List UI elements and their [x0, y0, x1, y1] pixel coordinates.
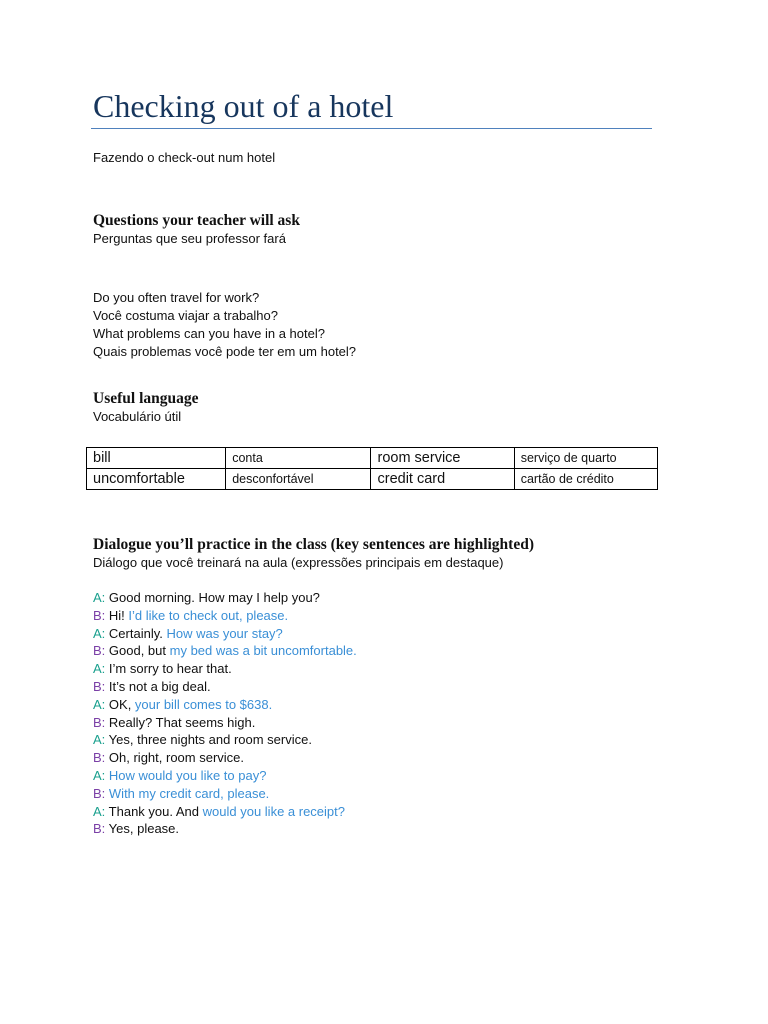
dialogue-line [93, 678, 211, 696]
dialogue-heading-translation: Diálogo que você treinará na aula (expressões principais em destaque) [93, 555, 504, 570]
key-sentence: would you like a receipt? [202, 803, 345, 819]
dialogue-line [93, 714, 255, 732]
speaker-label: B: [93, 643, 106, 659]
dialogue-line [93, 767, 266, 785]
dialogue-line [93, 589, 320, 607]
key-sentence: How was your stay? [166, 625, 283, 641]
dialogue-text: Thank you. And [105, 803, 203, 819]
document-subtitle: Fazendo o check-out num hotel [93, 150, 276, 165]
document-title: Checking out of a hotel [93, 88, 394, 124]
dialogue-text: Really? That seems high. [105, 714, 256, 730]
speaker-label: B: [93, 607, 106, 623]
speaker-label: A: [93, 768, 106, 783]
vocab-term: room service [371, 448, 514, 469]
dialogue-line [93, 660, 232, 678]
vocab-term: uncomfortable [87, 469, 226, 490]
dialogue-line [93, 731, 312, 749]
dialogue-line [93, 625, 283, 643]
dialogue-text: Good, but [105, 643, 170, 659]
dialogue-line [93, 607, 288, 625]
speaker-label: A: [93, 732, 106, 748]
dialogue-text: Yes, three nights and room service. [105, 732, 312, 748]
key-sentence: my bed was a bit uncomfortable. [169, 643, 357, 659]
speaker-label: B: [93, 750, 106, 766]
questions-heading-translation: Perguntas que seu professor fará [93, 231, 286, 246]
question-line: Quais problemas você pode ter em um hotel? [93, 344, 357, 359]
dialogue-text: Yes, please. [105, 821, 180, 837]
speaker-label: A: [93, 696, 106, 712]
speaker-label: A: [93, 803, 106, 819]
title-underline [91, 128, 652, 129]
vocab-term: credit card [371, 469, 514, 490]
useful-language-translation: Vocabulário útil [93, 409, 182, 424]
dialogue-text: I’m sorry to hear that. [105, 661, 232, 677]
key-sentence: How would you like to pay? [105, 768, 267, 783]
vocab-term: bill [87, 448, 226, 469]
dialogue-line [93, 749, 244, 767]
questions-heading: Questions your teacher will ask [93, 212, 300, 229]
speaker-label: A: [93, 590, 106, 605]
dialogue-line [93, 820, 179, 838]
question-line: What problems can you have in a hotel? [93, 326, 325, 341]
vocabulary-row [87, 469, 658, 490]
dialogue-text: Oh, right, room service. [105, 750, 245, 766]
dialogue-text: Certainly. [105, 625, 167, 641]
dialogue-line [93, 785, 269, 803]
vocab-translation: cartão de crédito [514, 469, 657, 490]
dialogue-line [93, 642, 357, 660]
question-line: Você costuma viajar a trabalho? [93, 308, 278, 323]
vocabulary-table [86, 447, 658, 490]
key-sentence: With my credit card, please. [105, 785, 270, 801]
dialogue-line [93, 696, 272, 714]
speaker-label: A: [93, 661, 106, 677]
speaker-label: B: [93, 821, 106, 837]
speaker-label: A: [93, 625, 106, 641]
useful-language-heading: Useful language [93, 390, 199, 407]
vocab-translation: desconfortável [226, 469, 371, 490]
dialogue-text: It’s not a big deal. [105, 679, 211, 694]
vocab-translation: serviço de quarto [514, 448, 657, 469]
key-sentence: your bill comes to $638. [134, 696, 273, 712]
dialogue-heading: Dialogue you’ll practice in the class (key sentences are highlighted) [93, 536, 535, 553]
vocab-translation: conta [226, 448, 371, 469]
dialogue-line [93, 803, 345, 821]
key-sentence: I’d like to check out, please. [128, 607, 289, 623]
speaker-label: B: [93, 714, 106, 730]
dialogue-text: OK, [105, 696, 135, 712]
question-line: Do you often travel for work? [93, 290, 260, 305]
dialogue-text: Good morning. How may I help you? [105, 590, 320, 605]
speaker-label: B: [93, 679, 106, 694]
speaker-label: B: [93, 785, 106, 801]
vocabulary-row [87, 448, 658, 469]
dialogue-text: Hi! [105, 607, 129, 623]
